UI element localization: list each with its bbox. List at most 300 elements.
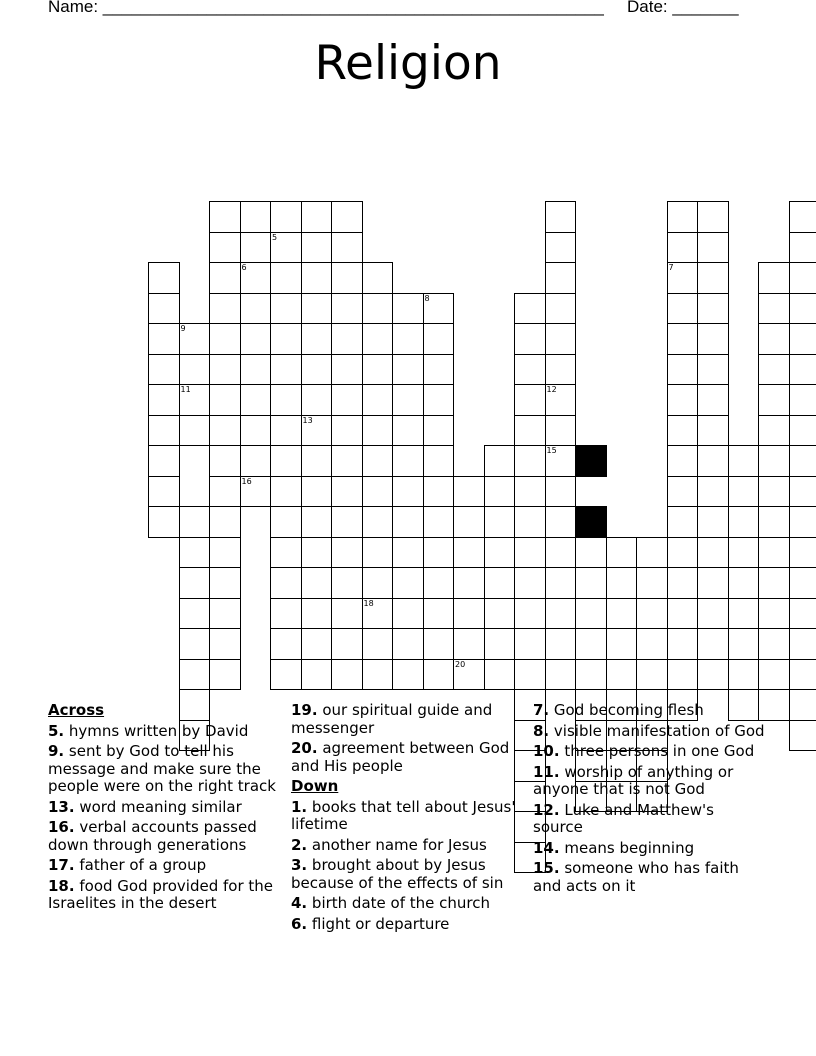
grid-cell[interactable] (270, 415, 302, 447)
grid-cell[interactable] (728, 506, 760, 538)
grid-cell[interactable] (697, 293, 729, 325)
grid-cell[interactable] (301, 293, 333, 325)
grid-cell[interactable] (331, 567, 363, 599)
clue-number: 5 (272, 232, 278, 242)
clue-column-3 (533, 702, 768, 898)
grid-cell[interactable] (148, 293, 180, 325)
clue-number: 18 (363, 598, 374, 608)
grid-cell[interactable] (179, 506, 211, 538)
grid-cell[interactable] (423, 354, 455, 386)
grid-cell[interactable] (667, 567, 699, 599)
grid-cell[interactable] (667, 201, 699, 233)
grid-cell[interactable] (667, 598, 699, 630)
grid-cell[interactable] (514, 445, 546, 477)
grid-cell[interactable] (789, 384, 816, 416)
down-heading: Down (291, 777, 339, 795)
grid-cell[interactable] (331, 628, 363, 660)
clue-column-1 (48, 702, 278, 916)
grid-cell[interactable] (545, 262, 577, 294)
grid-cell[interactable] (270, 567, 302, 599)
grid-cell[interactable] (209, 537, 241, 569)
grid-cell[interactable] (545, 659, 577, 691)
grid-cell[interactable] (545, 445, 577, 477)
grid-cell[interactable] (606, 659, 638, 691)
grid-cell[interactable] (270, 323, 302, 355)
grid-cell[interactable] (667, 659, 699, 691)
grid-cell[interactable] (331, 262, 363, 294)
grid-cell[interactable] (514, 567, 546, 599)
grid-cell[interactable] (697, 415, 729, 447)
grid-cell[interactable] (545, 323, 577, 355)
clue-down-10: 10. three persons in one God (533, 742, 755, 760)
grid-cell[interactable] (209, 659, 241, 691)
grid-cell[interactable] (331, 354, 363, 386)
grid-cell[interactable] (240, 201, 272, 233)
grid-cell[interactable] (667, 293, 699, 325)
grid-cell[interactable] (179, 323, 211, 355)
grid-cell[interactable] (484, 628, 516, 660)
black-square (575, 445, 607, 477)
grid-cell[interactable] (362, 354, 394, 386)
grid-cell[interactable] (362, 537, 394, 569)
grid-cell[interactable] (575, 598, 607, 630)
grid-cell[interactable] (453, 537, 485, 569)
grid-cell[interactable] (667, 537, 699, 569)
clue-down-3: 3. brought about by Jesus because of the effects of sin (291, 856, 504, 892)
grid-cell[interactable] (758, 293, 790, 325)
grid-cell[interactable] (301, 537, 333, 569)
grid-cell[interactable] (758, 323, 790, 355)
grid-cell[interactable] (545, 506, 577, 538)
grid-cell[interactable] (423, 323, 455, 355)
grid-cell[interactable] (179, 415, 211, 447)
grid-cell[interactable] (789, 506, 816, 538)
grid-cell[interactable] (484, 506, 516, 538)
grid-cell[interactable] (148, 262, 180, 294)
grid-cell[interactable] (697, 476, 729, 508)
grid-cell[interactable] (423, 506, 455, 538)
grid-cell[interactable] (514, 354, 546, 386)
grid-cell[interactable] (667, 628, 699, 660)
grid-cell[interactable] (423, 598, 455, 630)
grid-cell[interactable] (392, 567, 424, 599)
grid-cell[interactable] (270, 598, 302, 630)
clue-across-5: 5. hymns written by David (48, 721, 249, 740)
grid-cell[interactable] (209, 293, 241, 325)
grid-cell[interactable] (575, 628, 607, 660)
grid-cell[interactable] (301, 232, 333, 264)
grid-cell[interactable] (392, 323, 424, 355)
grid-cell[interactable] (758, 537, 790, 569)
grid-cell[interactable] (362, 659, 394, 691)
grid-cell[interactable] (148, 506, 180, 538)
grid-cell[interactable] (484, 445, 516, 477)
grid-cell[interactable] (362, 567, 394, 599)
grid-cell[interactable] (575, 659, 607, 691)
grid-cell[interactable] (179, 628, 211, 660)
grid-cell[interactable] (758, 384, 790, 416)
grid-cell[interactable] (545, 476, 577, 508)
grid-cell[interactable] (301, 628, 333, 660)
grid-cell[interactable] (270, 354, 302, 386)
grid-cell[interactable] (301, 567, 333, 599)
grid-cell[interactable] (423, 659, 455, 691)
grid-cell[interactable] (423, 567, 455, 599)
grid-cell[interactable] (392, 476, 424, 508)
grid-cell[interactable] (758, 598, 790, 630)
grid-cell[interactable] (331, 598, 363, 630)
grid-cell[interactable] (545, 628, 577, 660)
grid-cell[interactable] (270, 537, 302, 569)
grid-cell[interactable] (514, 628, 546, 660)
grid-cell[interactable] (301, 476, 333, 508)
grid-cell[interactable] (789, 689, 816, 721)
grid-cell[interactable] (514, 415, 546, 447)
grid-cell[interactable] (362, 506, 394, 538)
grid-cell[interactable] (331, 506, 363, 538)
grid-cell[interactable] (270, 445, 302, 477)
grid-cell[interactable] (697, 628, 729, 660)
clue-across-16: 16. verbal accounts passed down through generations (48, 818, 257, 854)
grid-cell[interactable] (362, 323, 394, 355)
grid-cell[interactable] (423, 537, 455, 569)
grid-cell[interactable] (484, 537, 516, 569)
clue-down-6: 6. flight or departure (291, 914, 450, 933)
grid-cell[interactable] (453, 598, 485, 630)
grid-cell[interactable] (392, 384, 424, 416)
grid-cell[interactable] (240, 384, 272, 416)
grid-cell[interactable] (636, 659, 668, 691)
grid-cell[interactable] (301, 445, 333, 477)
grid-cell[interactable] (789, 262, 816, 294)
grid-cell[interactable] (270, 628, 302, 660)
grid-cell[interactable] (758, 506, 790, 538)
grid-cell[interactable] (362, 384, 394, 416)
grid-cell[interactable] (667, 415, 699, 447)
grid-cell[interactable] (362, 445, 394, 477)
grid-cell[interactable] (545, 293, 577, 325)
grid-cell[interactable] (758, 262, 790, 294)
grid-cell[interactable] (301, 201, 333, 233)
grid-cell[interactable] (179, 384, 211, 416)
grid-cell[interactable] (270, 659, 302, 691)
grid-cell[interactable] (545, 354, 577, 386)
grid-cell[interactable] (789, 598, 816, 630)
grid-cell[interactable] (148, 354, 180, 386)
grid-cell[interactable] (667, 506, 699, 538)
grid-cell[interactable] (453, 659, 485, 691)
grid-cell[interactable] (758, 354, 790, 386)
clue-down-4: 4. birth date of the church (291, 894, 490, 912)
clue-across-9: 9. sent by God to tell his message and make sure the people were on the right track (48, 742, 276, 795)
grid-cell[interactable] (209, 567, 241, 599)
grid-cell[interactable] (667, 354, 699, 386)
grid-cell[interactable] (789, 232, 816, 264)
grid-cell[interactable] (392, 415, 424, 447)
grid-cell[interactable] (667, 384, 699, 416)
grid-cell[interactable] (575, 537, 607, 569)
grid-cell[interactable] (179, 354, 211, 386)
grid-cell[interactable] (301, 506, 333, 538)
clue-across-13: 13. word meaning similar (48, 797, 242, 816)
grid-cell[interactable] (240, 293, 272, 325)
grid-cell[interactable] (240, 445, 272, 477)
grid-cell[interactable] (667, 262, 699, 294)
grid-cell[interactable] (301, 354, 333, 386)
clue-down-8: 8. visible manifestation of God (533, 721, 765, 740)
grid-cell[interactable] (209, 506, 241, 538)
clue-number: 8 (424, 293, 430, 303)
clue-across-18: 18. food God provided for the Israelites in the desert (48, 876, 274, 912)
grid-cell[interactable] (301, 384, 333, 416)
grid-cell[interactable] (514, 506, 546, 538)
name-field-label: Name: _____________________________________________________ (48, 0, 604, 16)
grid-cell[interactable] (392, 659, 424, 691)
grid-cell[interactable] (697, 354, 729, 386)
grid-cell[interactable] (209, 415, 241, 447)
grid-cell[interactable] (209, 354, 241, 386)
grid-cell[interactable] (301, 415, 333, 447)
grid-cell[interactable] (423, 293, 455, 325)
grid-cell[interactable] (606, 598, 638, 630)
grid-cell[interactable] (392, 506, 424, 538)
grid-cell[interactable] (758, 567, 790, 599)
clue-number: 6 (241, 263, 247, 272)
grid-cell[interactable] (148, 415, 180, 447)
clue-down-1: 1. books that tell about Jesus' lifetime (291, 797, 516, 833)
grid-cell[interactable] (514, 384, 546, 416)
grid-cell[interactable] (728, 537, 760, 569)
grid-cell[interactable] (575, 567, 607, 599)
grid-cell[interactable] (789, 445, 816, 477)
black-square (575, 506, 607, 538)
grid-cell[interactable] (697, 506, 729, 538)
grid-cell[interactable] (209, 628, 241, 660)
grid-cell[interactable] (148, 384, 180, 416)
grid-cell[interactable] (697, 384, 729, 416)
grid-cell[interactable] (209, 323, 241, 355)
grid-cell[interactable] (545, 201, 577, 233)
grid-cell[interactable] (728, 659, 760, 691)
clue-down-2: 2. another name for Jesus (291, 835, 487, 854)
clue-down-15: 15. someone who has faith and acts on it (533, 859, 739, 895)
grid-cell[interactable] (789, 201, 816, 233)
grid-cell[interactable] (606, 537, 638, 569)
grid-cell[interactable] (667, 323, 699, 355)
grid-cell[interactable] (514, 476, 546, 508)
clue-across-17: 17. father of a group (48, 856, 207, 874)
grid-cell[interactable] (362, 262, 394, 294)
grid-cell[interactable] (789, 720, 816, 752)
grid-cell[interactable] (697, 323, 729, 355)
grid-cell[interactable] (331, 323, 363, 355)
across-heading: Across (48, 701, 105, 719)
grid-cell[interactable] (148, 445, 180, 477)
grid-cell[interactable] (331, 445, 363, 477)
grid-cell[interactable] (514, 323, 546, 355)
grid-cell[interactable] (240, 415, 272, 447)
date-field-label: Date: _______ (627, 0, 739, 16)
page-title: Religion (314, 36, 502, 91)
grid-cell[interactable] (514, 537, 546, 569)
grid-cell[interactable] (728, 476, 760, 508)
grid-cell[interactable] (758, 628, 790, 660)
grid-cell[interactable] (789, 628, 816, 660)
grid-cell[interactable] (331, 293, 363, 325)
grid-cell[interactable] (789, 567, 816, 599)
grid-cell[interactable] (331, 384, 363, 416)
grid-cell[interactable] (179, 659, 211, 691)
grid-cell[interactable] (697, 262, 729, 294)
grid-cell[interactable] (240, 476, 272, 508)
grid-cell[interactable] (789, 415, 816, 447)
grid-cell[interactable] (362, 293, 394, 325)
grid-cell[interactable] (209, 598, 241, 630)
grid-cell[interactable] (301, 323, 333, 355)
clue-number: 13 (302, 415, 313, 425)
grid-cell[interactable] (392, 598, 424, 630)
grid-cell[interactable] (606, 567, 638, 599)
grid-cell[interactable] (423, 384, 455, 416)
grid-cell[interactable] (209, 476, 241, 508)
grid-cell[interactable] (789, 293, 816, 325)
grid-cell[interactable] (758, 445, 790, 477)
grid-cell[interactable] (331, 537, 363, 569)
grid-cell[interactable] (697, 445, 729, 477)
clue-down-11: 11. worship of anything or anyone that is not God (533, 762, 734, 798)
grid-cell[interactable] (545, 384, 577, 416)
grid-cell[interactable] (636, 567, 668, 599)
clue-down-12: 12. Luke and Matthew's source (533, 800, 714, 836)
grid-cell[interactable] (331, 201, 363, 233)
grid-cell[interactable] (179, 537, 211, 569)
grid-cell[interactable] (484, 598, 516, 630)
grid-cell[interactable] (728, 567, 760, 599)
grid-cell[interactable] (636, 537, 668, 569)
grid-cell[interactable] (514, 293, 546, 325)
grid-cell[interactable] (453, 476, 485, 508)
grid-cell[interactable] (697, 659, 729, 691)
grid-cell[interactable] (240, 354, 272, 386)
grid-cell[interactable] (758, 415, 790, 447)
clue-across-19: 19. our spiritual guide and messenger (291, 701, 493, 737)
grid-cell[interactable] (270, 506, 302, 538)
grid-cell[interactable] (789, 476, 816, 508)
grid-cell[interactable] (270, 384, 302, 416)
clue-number: 20 (455, 659, 466, 669)
grid-cell[interactable] (514, 598, 546, 630)
grid-cell[interactable] (667, 445, 699, 477)
grid-cell[interactable] (240, 323, 272, 355)
grid-cell[interactable] (606, 628, 638, 660)
grid-cell[interactable] (728, 445, 760, 477)
grid-cell[interactable] (392, 628, 424, 660)
grid-cell[interactable] (667, 476, 699, 508)
grid-cell[interactable] (301, 598, 333, 630)
grid-cell[interactable] (362, 476, 394, 508)
grid-cell[interactable] (331, 476, 363, 508)
grid-cell[interactable] (209, 384, 241, 416)
grid-cell[interactable] (209, 201, 241, 233)
grid-cell[interactable] (392, 293, 424, 325)
grid-cell[interactable] (697, 537, 729, 569)
grid-cell[interactable] (758, 476, 790, 508)
grid-cell[interactable] (545, 415, 577, 447)
grid-cell[interactable] (545, 232, 577, 264)
grid-cell[interactable] (240, 262, 272, 294)
grid-cell[interactable] (484, 567, 516, 599)
grid-cell[interactable] (270, 262, 302, 294)
clue-number: 15 (546, 446, 557, 455)
clue-across-20: 20. agreement between God and His people (291, 739, 510, 775)
grid-cell[interactable] (697, 201, 729, 233)
grid-cell[interactable] (697, 232, 729, 264)
grid-cell[interactable] (758, 659, 790, 691)
clue-down-7: 7. God becoming flesh (533, 701, 704, 719)
grid-cell[interactable] (270, 201, 302, 233)
grid-cell[interactable] (636, 598, 668, 630)
grid-cell[interactable] (331, 232, 363, 264)
grid-cell[interactable] (392, 445, 424, 477)
grid-cell[interactable] (270, 293, 302, 325)
grid-cell[interactable] (667, 232, 699, 264)
grid-cell[interactable] (697, 567, 729, 599)
grid-cell[interactable] (484, 476, 516, 508)
grid-cell[interactable] (209, 232, 241, 264)
grid-cell[interactable] (728, 598, 760, 630)
grid-cell[interactable] (423, 445, 455, 477)
grid-cell[interactable] (270, 476, 302, 508)
grid-cell[interactable] (545, 598, 577, 630)
grid-cell[interactable] (301, 262, 333, 294)
grid-cell[interactable] (362, 415, 394, 447)
grid-cell[interactable] (148, 323, 180, 355)
grid-cell[interactable] (240, 232, 272, 264)
grid-cell[interactable] (453, 567, 485, 599)
grid-cell[interactable] (789, 323, 816, 355)
grid-cell[interactable] (789, 354, 816, 386)
grid-cell[interactable] (545, 567, 577, 599)
grid-cell[interactable] (423, 476, 455, 508)
grid-cell[interactable] (392, 354, 424, 386)
grid-cell[interactable] (453, 628, 485, 660)
grid-cell[interactable] (179, 598, 211, 630)
grid-cell[interactable] (789, 537, 816, 569)
grid-cell[interactable] (545, 537, 577, 569)
grid-cell[interactable] (789, 659, 816, 691)
grid-cell[interactable] (423, 628, 455, 660)
grid-cell[interactable] (392, 537, 424, 569)
grid-cell[interactable] (484, 659, 516, 691)
grid-cell[interactable] (331, 415, 363, 447)
grid-cell[interactable] (423, 415, 455, 447)
grid-cell[interactable] (362, 598, 394, 630)
grid-cell[interactable] (148, 476, 180, 508)
grid-cell[interactable] (179, 567, 211, 599)
grid-cell[interactable] (514, 659, 546, 691)
grid-cell[interactable] (453, 506, 485, 538)
grid-cell[interactable] (728, 628, 760, 660)
grid-cell[interactable] (362, 628, 394, 660)
grid-cell[interactable] (209, 445, 241, 477)
clue-number: 11 (180, 385, 191, 394)
grid-cell[interactable] (697, 598, 729, 630)
grid-cell[interactable] (209, 262, 241, 294)
grid-cell[interactable] (331, 659, 363, 691)
grid-cell[interactable] (301, 659, 333, 691)
grid-cell[interactable] (270, 232, 302, 264)
grid-cell[interactable] (636, 628, 668, 660)
